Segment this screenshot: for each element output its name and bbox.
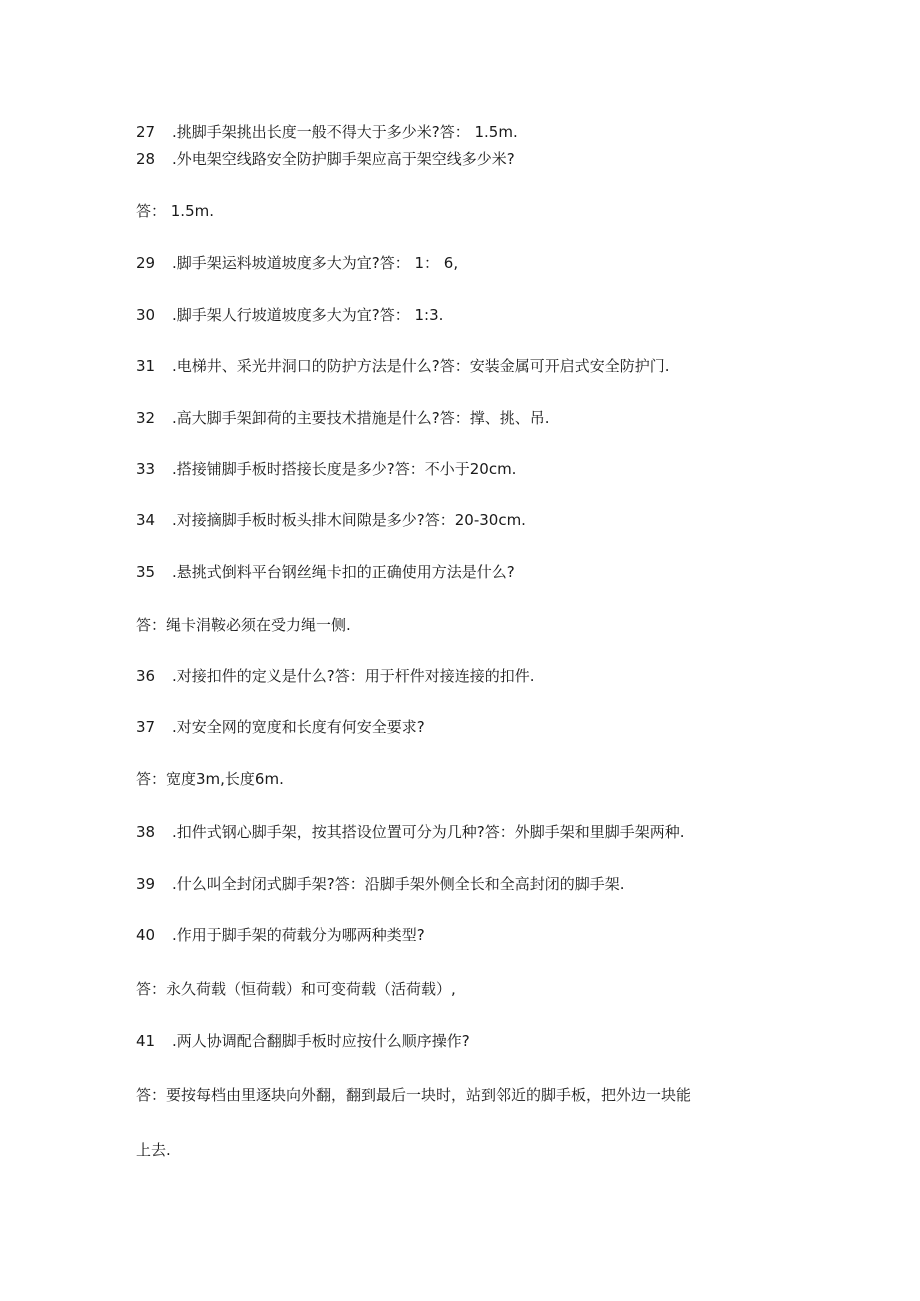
question-30 — [136, 305, 443, 325]
answer-37: 答：宽度3m,长度6m. — [136, 770, 284, 788]
question-number: 37 — [136, 718, 156, 736]
answer-35: 答：绳卡涓鞍必须在受力绳一侧. — [136, 616, 351, 634]
question-text: .扣件式钢心脚手架，按其搭设位置可分为几种?答：外脚手架和里脚手架两种. — [172, 823, 685, 841]
question-number: 27 — [136, 123, 156, 141]
question-number: 39 — [136, 875, 156, 893]
question-text: .脚手架运料坡道坡度多大为宜?答： 1： 6, — [172, 254, 459, 272]
question-number: 41 — [136, 1032, 156, 1050]
question-28 — [136, 149, 515, 169]
question-number: 29 — [136, 254, 156, 272]
question-text: .脚手架人行坡道坡度多大为宜?答： 1:3. — [172, 306, 444, 324]
question-38 — [136, 822, 685, 842]
question-number: 32 — [136, 409, 156, 427]
question-27 — [136, 122, 518, 142]
question-number: 35 — [136, 563, 156, 581]
question-number: 40 — [136, 926, 156, 944]
question-number: 28 — [136, 150, 156, 168]
question-number: 36 — [136, 667, 156, 685]
question-number: 33 — [136, 460, 156, 478]
question-text: .两人协调配合翻脚手板时应按什么顺序操作? — [172, 1032, 470, 1050]
question-text: .悬挑式倒料平台钢丝绳卡扣的正确使用方法是什么? — [172, 563, 515, 581]
question-text: .作用于脚手架的荷载分为哪两种类型? — [172, 926, 425, 944]
question-text: .什么叫全封闭式脚手架?答：沿脚手架外侧全长和全高封闭的脚手架. — [172, 875, 625, 893]
question-34 — [136, 510, 526, 530]
question-29 — [136, 253, 458, 273]
question-32 — [136, 408, 550, 428]
question-text: .高大脚手架卸荷的主要技术措施是什么?答：撑、挑、吊. — [172, 409, 550, 427]
answer-40: 答：永久荷载（恒荷载）和可变荷载（活荷载）, — [136, 980, 456, 998]
question-text: .电梯井、采光井洞口的防护方法是什么?答：安装金属可开启式安全防护门. — [172, 357, 670, 375]
question-33 — [136, 459, 516, 479]
question-number: 38 — [136, 823, 156, 841]
question-text: .对接扣件的定义是什么?答：用于杆件对接连接的扣件. — [172, 667, 535, 685]
question-40 — [136, 925, 425, 945]
question-text: .对接摘脚手板时板头排木间隙是多少?答：20-30cm. — [172, 511, 526, 529]
question-36 — [136, 666, 535, 686]
question-37 — [136, 717, 425, 737]
question-text: .对安全网的宽度和长度有何安全要求? — [172, 718, 425, 736]
answer-41: 答：要按每档由里逐块向外翻，翻到最后一块时，站到邻近的脚手板，把外边一块能 — [136, 1086, 692, 1104]
question-31 — [136, 356, 670, 376]
question-number: 31 — [136, 357, 156, 375]
answer-28: 答： 1.5m. — [136, 202, 215, 220]
question-number: 30 — [136, 306, 156, 324]
question-number: 34 — [136, 511, 156, 529]
question-text: .外电架空线路安全防护脚手架应高于架空线多少米? — [172, 150, 515, 168]
question-41 — [136, 1031, 470, 1051]
question-text: .挑脚手架挑出长度一般不得大于多少米?答： 1.5m. — [172, 123, 518, 141]
question-35 — [136, 562, 515, 582]
question-text: .搭接铺脚手板时搭接长度是多少?答：不小于20cm. — [172, 460, 517, 478]
question-39 — [136, 874, 625, 894]
answer-41-continued: 上去. — [136, 1141, 171, 1159]
